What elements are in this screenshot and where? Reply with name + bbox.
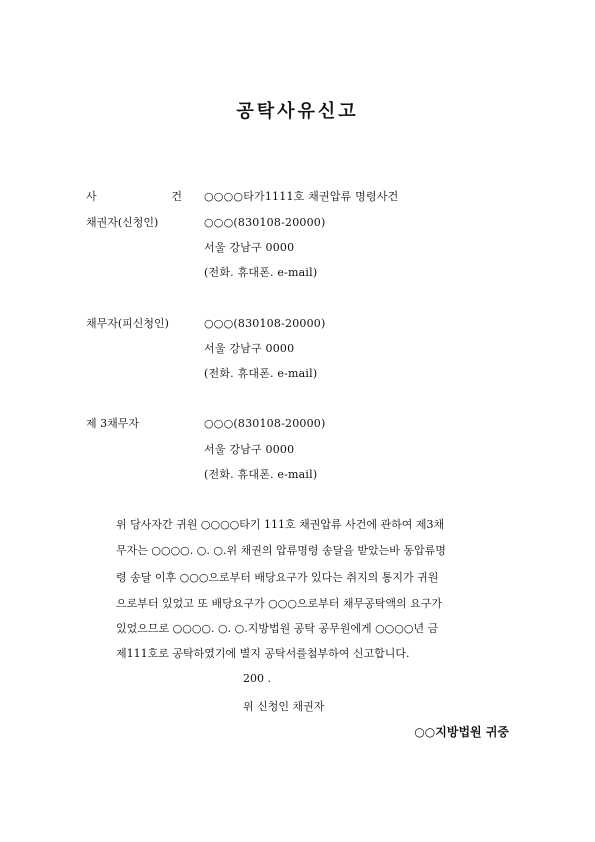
body-line: 무자는 ○○○○. ○. ○.위 채권의 압류명령 송달을 받았는바 동압류명 — [116, 544, 446, 557]
third-debtor-name: ○○○(830108-20000) — [204, 417, 326, 430]
debtor-label: 채무자(피신청인) — [86, 317, 169, 330]
debtor-name: ○○○(830108-20000) — [204, 317, 326, 330]
applicant-line: 위 신청인 채권자 — [243, 700, 325, 713]
case-value: ○○○○타가1111호 채권압류 명령사건 — [204, 190, 399, 203]
body-line: 령 송달 이후 ○○○으로부터 배당요구가 있다는 취지의 통지가 귀원 — [116, 571, 439, 584]
court-addressee: ○○지방법원 귀중 — [414, 725, 509, 739]
case-label — [86, 190, 182, 204]
body-line: 으로부터 있었고 또 배당요구가 ○○○으로부터 채무공탁액의 요구가 — [116, 597, 443, 610]
creditor-name: ○○○(830108-20000) — [204, 216, 326, 229]
creditor-label: 채권자(신청인) — [86, 216, 159, 229]
case-label-right: 건 — [171, 190, 182, 203]
debtor-address: 서울 강남구 0000 — [204, 342, 295, 355]
creditor-address: 서울 강남구 0000 — [204, 241, 295, 254]
body-line: 위 당사자간 귀원 ○○○○타기 111호 채권압류 사건에 관하여 제3채 — [116, 518, 445, 531]
third-debtor-contact: (전화. 휴대폰. e-mail) — [204, 468, 318, 481]
case-label-left: 사 — [86, 190, 97, 203]
creditor-contact: (전화. 휴대폰. e-mail) — [204, 266, 318, 279]
third-debtor-address: 서울 강남구 0000 — [204, 443, 295, 456]
body-line: 있었으므로 ○○○○. ○. ○.지방법원 공탁 공무원에게 ○○○○년 금 — [116, 622, 439, 635]
document-title: 공탁사유신고 — [236, 101, 359, 122]
body-line: 제111호로 공탁하였기에 별지 공탁서를첨부하여 신고합니다. — [116, 647, 410, 660]
date-line: 200 . — [243, 672, 271, 685]
debtor-contact: (전화. 휴대폰. e-mail) — [204, 367, 318, 380]
third-debtor-label: 제 3채무자 — [86, 417, 139, 430]
